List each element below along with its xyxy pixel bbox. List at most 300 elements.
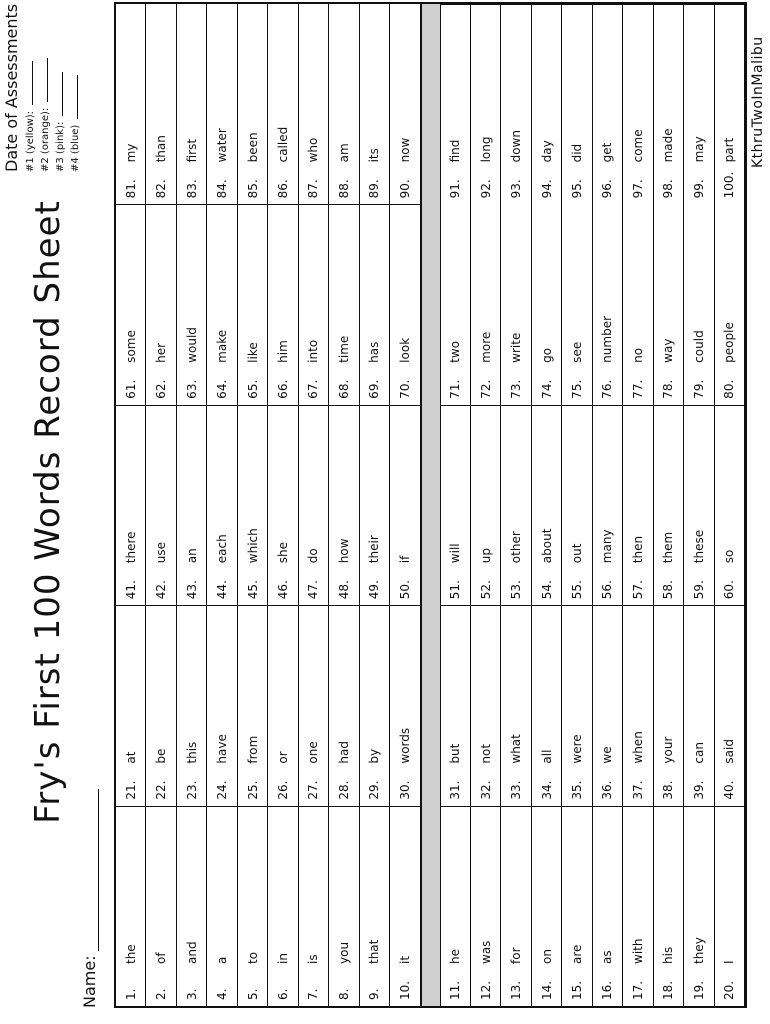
word-number: 14. [539, 980, 554, 1000]
word-cell [299, 806, 329, 1006]
word-cell [471, 204, 501, 404]
word-text: as [600, 950, 615, 964]
word-text: he [448, 949, 463, 964]
word-text: there [123, 531, 138, 564]
word-text: am [336, 143, 351, 163]
word-text: called [275, 126, 290, 163]
word-text: words [397, 727, 412, 764]
word-cell [116, 204, 146, 404]
word-text: has [367, 341, 382, 363]
word-number: 86. [275, 179, 290, 199]
word-number: 66. [275, 379, 290, 399]
word-cell [532, 204, 562, 404]
word-text: other [509, 531, 524, 564]
word-cell [623, 204, 653, 404]
word-text: the [123, 944, 138, 964]
word-cell [360, 605, 390, 805]
word-cell [501, 605, 531, 805]
word-text: you [336, 941, 351, 964]
word-cell [116, 405, 146, 605]
word-cell [268, 4, 298, 204]
word-cell [390, 204, 420, 404]
word-cell [684, 405, 714, 605]
word-text: when [630, 731, 645, 764]
word-cell [360, 204, 390, 404]
word-cell [532, 806, 562, 1006]
word-text: of [154, 952, 169, 964]
word-text: do [306, 548, 321, 564]
word-cell [360, 806, 390, 1006]
word-text: by [367, 748, 382, 764]
word-text: made [661, 128, 676, 163]
word-text: would [184, 327, 199, 363]
word-cell [684, 204, 714, 404]
word-number: 19. [691, 980, 706, 1000]
word-text: my [123, 143, 138, 163]
word-text: be [154, 748, 169, 764]
word-cell [329, 4, 359, 204]
word-grid [114, 2, 747, 1008]
word-cell [715, 605, 745, 805]
word-cell [501, 806, 531, 1006]
word-number: 63. [184, 379, 199, 399]
word-number: 60. [722, 580, 737, 600]
word-number: 87. [306, 179, 321, 199]
word-number: 54. [539, 580, 554, 600]
word-number: 45. [245, 580, 260, 600]
word-text: that [367, 939, 382, 964]
word-cell [684, 4, 714, 204]
word-text: about [539, 528, 554, 564]
word-text: his [661, 946, 676, 964]
word-number: 37. [630, 780, 645, 800]
word-number: 41. [123, 580, 138, 600]
word-number: 82. [154, 179, 169, 199]
word-number: 13. [509, 980, 524, 1000]
word-text: one [306, 741, 321, 764]
word-number: 92. [478, 179, 493, 199]
word-number: 27. [306, 780, 321, 800]
word-cell [654, 605, 684, 805]
word-text: now [397, 137, 412, 163]
word-number: 70. [397, 379, 412, 399]
word-number: 51. [448, 580, 463, 600]
word-number: 72. [478, 379, 493, 399]
word-text: it [397, 955, 412, 964]
word-text: had [336, 741, 351, 764]
assessment-row: #2 (orange): [38, 2, 53, 172]
word-number: 40. [722, 780, 737, 800]
word-text: who [306, 137, 321, 163]
word-text: more [478, 331, 493, 363]
word-text: no [630, 347, 645, 363]
word-cell [501, 4, 531, 204]
assessment-row: #3 (pink): [53, 2, 68, 172]
word-number: 56. [600, 580, 615, 600]
word-cell [654, 4, 684, 204]
assessment-dates [2, 2, 83, 172]
word-text: come [630, 129, 645, 163]
word-cell [207, 605, 237, 805]
word-text: they [691, 937, 706, 964]
word-cell [593, 605, 623, 805]
word-text: people [722, 322, 737, 363]
word-number: 64. [215, 379, 230, 399]
word-text: a [215, 956, 230, 964]
word-cell [390, 4, 420, 204]
word-cell [441, 204, 471, 404]
word-number: 98. [661, 179, 676, 199]
word-number: 84. [215, 179, 230, 199]
word-number: 50. [397, 580, 412, 600]
word-number: 93. [509, 179, 524, 199]
word-cell [207, 204, 237, 404]
word-text: them [661, 531, 676, 564]
word-cell [329, 204, 359, 404]
word-number: 77. [630, 379, 645, 399]
word-cell [238, 405, 268, 605]
word-cell [299, 405, 329, 605]
word-number: 85. [245, 179, 260, 199]
word-number: 42. [154, 580, 169, 600]
word-text: two [448, 340, 463, 363]
word-number: 38. [661, 780, 676, 800]
word-cell [562, 806, 592, 1006]
assessment-row: #1 (yellow): [23, 2, 38, 172]
divider-band [421, 4, 441, 1006]
word-cell [623, 806, 653, 1006]
word-number: 10. [397, 980, 412, 1000]
word-cell [146, 4, 176, 204]
word-text: at [123, 751, 138, 764]
word-number: 43. [184, 580, 199, 600]
word-number: 39. [691, 780, 706, 800]
word-number: 88. [336, 179, 351, 199]
word-text: many [600, 529, 615, 564]
word-cell [562, 204, 592, 404]
word-number: 89. [367, 179, 382, 199]
word-text: day [539, 140, 554, 163]
word-number: 30. [397, 780, 412, 800]
word-text: with [630, 938, 645, 964]
word-text: all [539, 749, 554, 764]
word-number: 44. [215, 580, 230, 600]
word-number: 3. [184, 988, 199, 1000]
word-number: 8. [336, 988, 351, 1000]
word-cell [562, 4, 592, 204]
word-cell [471, 605, 501, 805]
word-number: 31. [448, 780, 463, 800]
word-text: an [184, 548, 199, 564]
word-number: 18. [661, 980, 676, 1000]
word-text: may [691, 136, 706, 163]
word-cell [207, 806, 237, 1006]
word-number: 21. [123, 780, 138, 800]
word-text: its [367, 148, 382, 163]
word-number: 52. [478, 580, 493, 600]
word-text: each [215, 534, 230, 564]
word-text: are [570, 944, 585, 964]
word-text: water [215, 128, 230, 163]
word-number: 83. [184, 179, 199, 199]
word-number: 68. [336, 379, 351, 399]
word-cell [177, 4, 207, 204]
word-text: have [215, 734, 230, 764]
word-cell [299, 204, 329, 404]
word-cell [238, 605, 268, 805]
word-text: so [722, 549, 737, 564]
word-number: 79. [691, 379, 706, 399]
word-number: 7. [306, 988, 321, 1000]
word-text: out [570, 543, 585, 564]
word-number: 47. [306, 580, 321, 600]
word-text: if [397, 555, 412, 564]
word-number: 74. [539, 379, 554, 399]
word-number: 100. [722, 171, 737, 199]
word-cell [441, 4, 471, 204]
word-text: like [245, 342, 260, 363]
word-cell [441, 806, 471, 1006]
word-text: could [691, 330, 706, 363]
name-field [80, 789, 99, 1008]
word-text: in [275, 953, 290, 964]
word-number: 99. [691, 179, 706, 199]
word-cell [715, 806, 745, 1006]
word-number: 55. [570, 580, 585, 600]
word-text: she [275, 541, 290, 564]
word-cell [593, 4, 623, 204]
word-cell [532, 4, 562, 204]
word-text: been [245, 132, 260, 163]
word-text: her [154, 342, 169, 363]
word-number: 96. [600, 179, 615, 199]
word-text: these [691, 529, 706, 564]
name-line [84, 789, 99, 951]
word-cell [360, 4, 390, 204]
word-cell [532, 605, 562, 805]
word-cell [268, 204, 298, 404]
word-text: what [509, 734, 524, 764]
word-text: and [184, 941, 199, 964]
word-text: on [539, 949, 554, 964]
word-cell [390, 405, 420, 605]
word-cell [329, 405, 359, 605]
word-cell [471, 405, 501, 605]
word-text: see [570, 341, 585, 363]
word-number: 17. [630, 980, 645, 1000]
word-cell [268, 806, 298, 1006]
word-number: 34. [539, 780, 554, 800]
word-number: 6. [275, 988, 290, 1000]
word-cell [177, 806, 207, 1006]
word-number: 46. [275, 580, 290, 600]
word-text: this [184, 741, 199, 764]
word-cell [207, 4, 237, 204]
word-cell [593, 204, 623, 404]
word-text: your [661, 736, 676, 764]
word-number: 9. [367, 988, 382, 1000]
word-number: 81. [123, 179, 138, 199]
word-number: 57. [630, 580, 645, 600]
word-cell [116, 4, 146, 204]
word-cell [593, 806, 623, 1006]
word-text: their [367, 535, 382, 564]
word-text: get [600, 142, 615, 163]
word-cell [268, 605, 298, 805]
word-number: 1. [123, 988, 138, 1000]
word-text: look [397, 337, 412, 363]
word-number: 5. [245, 988, 260, 1000]
word-number: 25. [245, 780, 260, 800]
word-number: 22. [154, 780, 169, 800]
word-cell [360, 405, 390, 605]
word-cell [299, 605, 329, 805]
word-text: part [722, 137, 737, 163]
word-text: down [509, 130, 524, 163]
word-number: 97. [630, 179, 645, 199]
word-cell [562, 405, 592, 605]
word-text: him [275, 340, 290, 363]
word-text: did [570, 143, 585, 163]
word-cell [299, 4, 329, 204]
word-cell [329, 605, 359, 805]
word-text: up [478, 547, 493, 564]
word-number: 94. [539, 179, 554, 199]
word-text: way [661, 338, 676, 363]
word-cell [684, 806, 714, 1006]
word-number: 28. [336, 780, 351, 800]
word-number: 26. [275, 780, 290, 800]
word-number: 73. [509, 379, 524, 399]
word-text: how [336, 538, 351, 564]
word-text: were [570, 734, 585, 764]
word-cell [238, 4, 268, 204]
word-number: 4. [215, 988, 230, 1000]
word-cell [238, 806, 268, 1006]
word-cell [654, 806, 684, 1006]
name-label: Name: [80, 955, 99, 1008]
word-text: can [691, 742, 706, 764]
word-text: into [306, 339, 321, 363]
word-number: 48. [336, 580, 351, 600]
word-cell [623, 605, 653, 805]
page-title: Fry's First 100 Words Record Sheet [28, 200, 68, 824]
word-number: 91. [448, 179, 463, 199]
word-cell [593, 405, 623, 605]
word-number: 69. [367, 379, 382, 399]
word-number: 59. [691, 580, 706, 600]
word-text: not [478, 743, 493, 764]
word-text: or [275, 751, 290, 764]
word-number: 80. [722, 379, 737, 399]
word-cell [623, 4, 653, 204]
word-cell [532, 405, 562, 605]
word-cell [715, 204, 745, 404]
word-text: which [245, 528, 260, 564]
word-cell [238, 204, 268, 404]
word-text: from [245, 735, 260, 764]
word-cell [684, 605, 714, 805]
word-cell [146, 605, 176, 805]
assessment-row: #4 (blue) [68, 2, 83, 172]
word-number: 62. [154, 379, 169, 399]
word-cell [501, 405, 531, 605]
word-number: 12. [478, 980, 493, 1000]
word-cell [441, 405, 471, 605]
word-number: 2. [154, 988, 169, 1000]
word-number: 71. [448, 379, 463, 399]
word-number: 35. [570, 780, 585, 800]
word-text: then [630, 535, 645, 564]
word-text: said [722, 739, 737, 764]
word-text: some [123, 330, 138, 363]
assessment-heading: Date of Assessments [2, 3, 21, 172]
word-cell [116, 605, 146, 805]
word-number: 36. [600, 780, 615, 800]
word-text: to [245, 951, 260, 964]
credit-text: KthruTwoInMalibu [750, 36, 766, 168]
word-number: 58. [661, 580, 676, 600]
word-number: 75. [570, 379, 585, 399]
word-text: but [448, 743, 463, 764]
word-number: 32. [478, 780, 493, 800]
word-text: find [448, 139, 463, 163]
word-cell [116, 806, 146, 1006]
word-number: 33. [509, 780, 524, 800]
word-cell [390, 605, 420, 805]
word-number: 78. [661, 379, 676, 399]
word-cell [715, 405, 745, 605]
word-number: 53. [509, 580, 524, 600]
word-number: 20. [722, 980, 737, 1000]
word-number: 16. [600, 980, 615, 1000]
word-text: than [154, 135, 169, 163]
word-cell [501, 204, 531, 404]
word-cell [654, 405, 684, 605]
word-number: 24. [215, 780, 230, 800]
word-number: 61. [123, 379, 138, 399]
word-cell [390, 806, 420, 1006]
word-number: 11. [448, 980, 463, 1000]
word-cell [268, 405, 298, 605]
word-text: I [722, 960, 737, 964]
word-cell [146, 204, 176, 404]
word-number: 76. [600, 379, 615, 399]
word-cell [177, 204, 207, 404]
word-cell [329, 806, 359, 1006]
word-cell [207, 405, 237, 605]
word-text: long [478, 136, 493, 163]
word-cell [471, 806, 501, 1006]
word-number: 65. [245, 379, 260, 399]
word-cell [623, 405, 653, 605]
word-text: time [336, 335, 351, 363]
word-text: will [448, 543, 463, 564]
word-cell [654, 204, 684, 404]
word-number: 49. [367, 580, 382, 600]
word-text: write [509, 332, 524, 363]
word-text: make [215, 329, 230, 363]
word-cell [715, 4, 745, 204]
word-number: 90. [397, 179, 412, 199]
word-number: 23. [184, 780, 199, 800]
word-text: go [539, 347, 554, 363]
word-number: 15. [570, 980, 585, 1000]
word-text: is [306, 954, 321, 964]
word-cell [562, 605, 592, 805]
word-text: first [184, 138, 199, 163]
word-text: was [478, 940, 493, 964]
